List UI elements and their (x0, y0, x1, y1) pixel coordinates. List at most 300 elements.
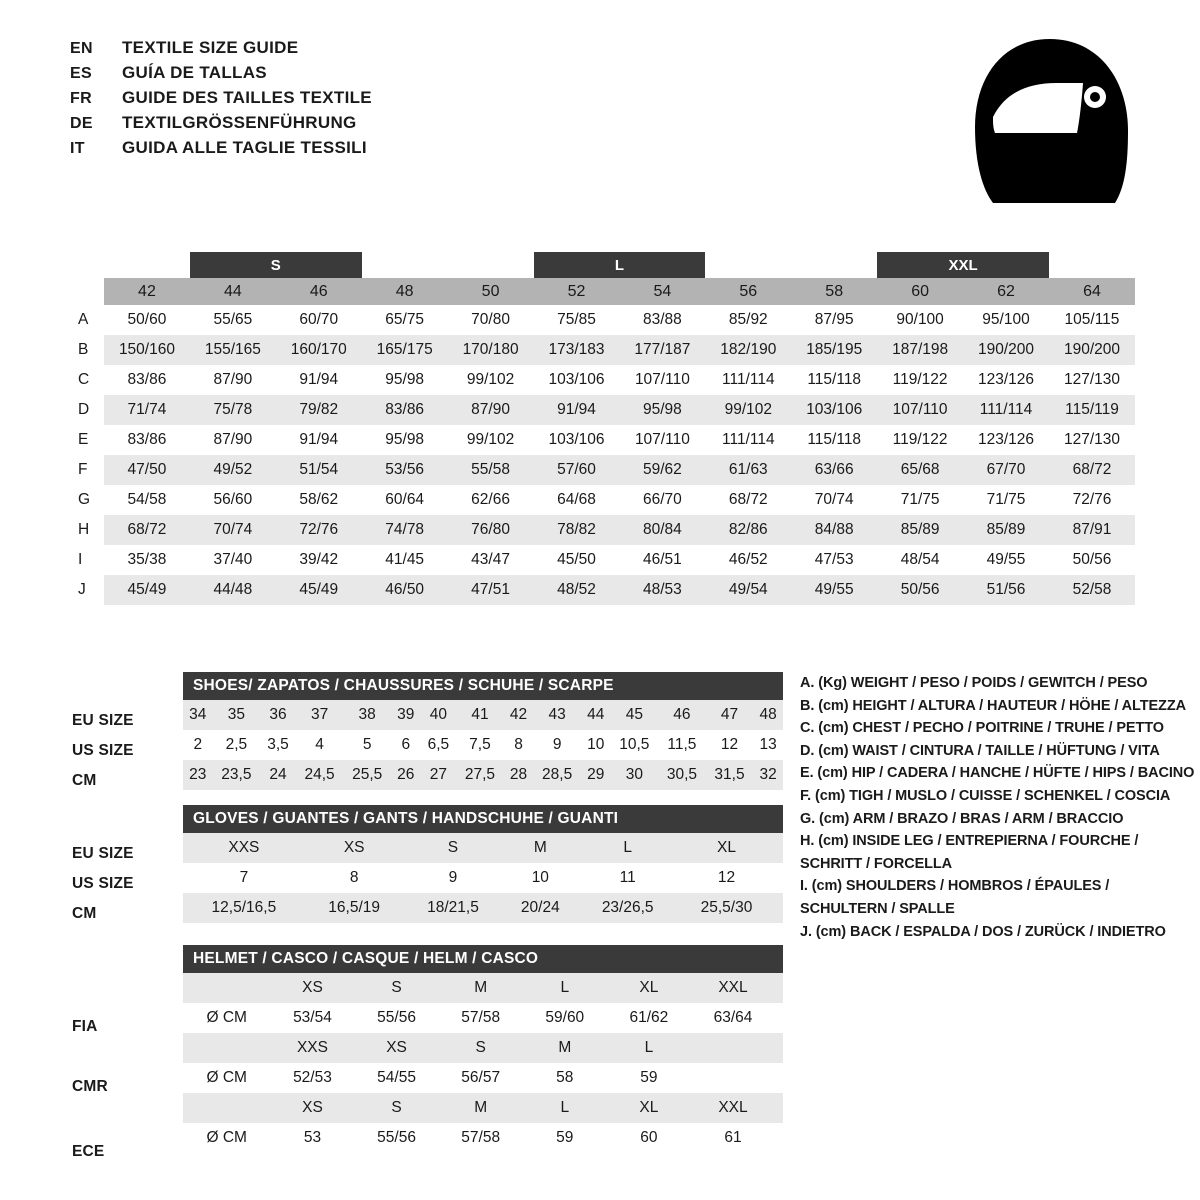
table-cell: 47/53 (791, 545, 877, 575)
table-cell: XL (607, 1093, 691, 1123)
table-cell: 173/183 (534, 335, 620, 365)
legend-line: H. (cm) INSIDE LEG / ENTREPIERNA / FOURCHE / (800, 833, 1139, 850)
table-cell: 53/54 (270, 1003, 354, 1033)
helmet-label-cmr: CMR (72, 1078, 108, 1095)
helmet-table (183, 973, 783, 1153)
table-cell: 87/90 (190, 365, 276, 395)
gloves-label-us: US SIZE (72, 875, 134, 892)
table-cell: 70/80 (448, 305, 534, 335)
size-header-cell: 44 (190, 278, 276, 305)
table-cell: 123/126 (963, 365, 1049, 395)
helmet-fia-sizes-row (183, 973, 783, 1003)
table-cell: 91/94 (534, 395, 620, 425)
title-lang-es: ES (70, 65, 92, 82)
table-cell: 43/47 (448, 545, 534, 575)
size-header-cell: 50 (448, 278, 534, 305)
table-cell: 45 (611, 700, 659, 730)
table-cell: 115/119 (1049, 395, 1135, 425)
table-cell: 44 (581, 700, 611, 730)
table-cell: 71/74 (104, 395, 190, 425)
table-cell: L (578, 833, 677, 863)
table-cell: 190/200 (963, 335, 1049, 365)
table-cell: L (523, 1093, 607, 1123)
table-group-header-row (70, 252, 1135, 278)
helmet-label-fia: FIA (72, 1018, 98, 1035)
table-cell: 80/84 (619, 515, 705, 545)
table-cell: 11,5 (658, 730, 706, 760)
gloves-section (183, 805, 783, 923)
group-header-blank3 (1049, 252, 1135, 278)
size-header-spacer (70, 278, 104, 305)
table-row (70, 575, 1135, 605)
size-header-cell: 46 (276, 278, 362, 305)
table-cell-empty (776, 863, 783, 893)
table-cell: 55/65 (190, 305, 276, 335)
table-cell: L (523, 973, 607, 1003)
gloves-title: GLOVES / GUANTES / GANTS / HANDSCHUHE / GUANTI (183, 805, 783, 833)
table-row (70, 365, 1135, 395)
shoes-row-us (183, 730, 783, 760)
helmet-label-ece: ECE (72, 1143, 105, 1160)
table-cell: 58/62 (276, 485, 362, 515)
helmet-section (183, 945, 783, 1153)
table-cell: 45/49 (276, 575, 362, 605)
table-cell: 91/94 (276, 425, 362, 455)
table-cell: L (607, 1033, 691, 1063)
table-cell: 49/55 (963, 545, 1049, 575)
table-cell: 51/54 (276, 455, 362, 485)
legend-column (800, 672, 1195, 943)
helmet-title: HELMET / CASCO / CASQUE / HELM / CASCO (183, 945, 783, 973)
table-cell: 50/56 (1049, 545, 1135, 575)
title-lang-it: IT (70, 140, 85, 157)
table-cell: 48/53 (619, 575, 705, 605)
table-cell: 23,5 (213, 760, 261, 790)
table-cell: 71/75 (877, 485, 963, 515)
table-cell-empty (775, 1063, 783, 1093)
row-label: F (70, 455, 104, 485)
table-cell: 10 (581, 730, 611, 760)
table-cell-empty (775, 1123, 783, 1153)
main-size-table (70, 252, 1135, 605)
helmet-cmr-values-row (183, 1063, 783, 1093)
table-cell: 67/70 (963, 455, 1049, 485)
group-header-m: M (448, 252, 534, 278)
table-cell: 165/175 (362, 335, 448, 365)
table-cell: 85/92 (705, 305, 791, 335)
table-cell: 9 (404, 863, 503, 893)
table-cell: 111/114 (705, 425, 791, 455)
legend-line: I. (cm) SHOULDERS / HOMBROS / ÉPAULES / (800, 878, 1110, 895)
title-block (70, 38, 372, 163)
table-cell: 3,5 (260, 730, 296, 760)
table-cell: 59 (607, 1063, 691, 1093)
table-cell: 95/98 (362, 425, 448, 455)
table-cell: 95/100 (963, 305, 1049, 335)
title-text-de: TEXTILGRÖSSENFÜHRUNG (122, 113, 357, 132)
row-label: D (70, 395, 104, 425)
table-cell: 46/50 (362, 575, 448, 605)
table-row (70, 485, 1135, 515)
table-cell: XXL (691, 973, 775, 1003)
table-cell: 50/56 (877, 575, 963, 605)
shoes-section (183, 672, 783, 790)
table-cell: 7,5 (456, 730, 504, 760)
table-cell: 27,5 (456, 760, 504, 790)
title-text-es: GUÍA DE TALLAS (122, 63, 267, 82)
table-cell: 10,5 (611, 730, 659, 760)
title-row (70, 63, 372, 88)
group-header-blank (104, 252, 190, 278)
shoes-label-cm: CM (72, 772, 97, 789)
group-header-l: L (534, 252, 706, 278)
table-cell: 46/51 (619, 545, 705, 575)
table-cell: 25,5/30 (677, 893, 776, 923)
table-cell: 41/45 (362, 545, 448, 575)
table-cell: 74/78 (362, 515, 448, 545)
group-header-xxl: XXL (877, 252, 1049, 278)
table-cell: 11 (578, 863, 677, 893)
table-cell: 60 (607, 1123, 691, 1153)
table-cell-empty (775, 1093, 783, 1123)
table-cell-empty (691, 1033, 775, 1063)
table-cell: 31,5 (706, 760, 754, 790)
table-cell: 59/62 (619, 455, 705, 485)
table-cell: 43 (533, 700, 581, 730)
table-cell: 65/75 (362, 305, 448, 335)
table-cell: 48/54 (877, 545, 963, 575)
row-label: A (70, 305, 104, 335)
table-cell: 60/64 (362, 485, 448, 515)
table-cell: 45/49 (104, 575, 190, 605)
table-cell: 12,5/16,5 (183, 893, 305, 923)
title-text-en: TEXTILE SIZE GUIDE (122, 38, 299, 57)
table-cell: 87/91 (1049, 515, 1135, 545)
table-cell: 95/98 (619, 395, 705, 425)
table-row (70, 305, 1135, 335)
table-cell: XS (305, 833, 404, 863)
gloves-label-eu: EU SIZE (72, 845, 134, 862)
table-cell: 34 (183, 700, 213, 730)
table-row (70, 545, 1135, 575)
table-cell: XS (270, 973, 354, 1003)
helmet-fia-values-row (183, 1003, 783, 1033)
table-cell: M (439, 1093, 523, 1123)
group-header-xl: XL (705, 252, 877, 278)
table-cell: 87/90 (190, 425, 276, 455)
table-cell: 24 (260, 760, 296, 790)
table-cell: 115/118 (791, 365, 877, 395)
table-cell: 57/58 (439, 1123, 523, 1153)
table-cell: 55/56 (355, 1123, 439, 1153)
table-cell: 83/86 (104, 425, 190, 455)
size-header-cell: 58 (791, 278, 877, 305)
table-cell-empty (775, 1003, 783, 1033)
helmet-fia-unit: Ø CM (183, 1003, 270, 1033)
table-cell: 16,5/19 (305, 893, 404, 923)
table-cell: 18/21,5 (404, 893, 503, 923)
row-label: H (70, 515, 104, 545)
table-cell: 57/58 (439, 1003, 523, 1033)
legend-line: J. (cm) BACK / ESPALDA / DOS / ZURÜCK / INDIETRO (800, 923, 1166, 940)
table-cell: 61 (691, 1123, 775, 1153)
table-cell: 52/53 (270, 1063, 354, 1093)
table-cell: 30 (611, 760, 659, 790)
table-cell: 103/106 (534, 425, 620, 455)
table-cell: 62/66 (448, 485, 534, 515)
table-cell: M (523, 1033, 607, 1063)
table-cell: S (355, 973, 439, 1003)
table-cell: 2 (183, 730, 213, 760)
table-cell: 99/102 (448, 365, 534, 395)
legend-line: A. (Kg) WEIGHT / PESO / POIDS / GEWITCH / PESO (800, 675, 1148, 691)
table-cell: 48 (753, 700, 783, 730)
table-cell: 27 (421, 760, 457, 790)
title-lang-en: EN (70, 40, 93, 57)
table-cell: 68/72 (1049, 455, 1135, 485)
table-cell: 187/198 (877, 335, 963, 365)
table-cell: 24,5 (296, 760, 344, 790)
shoes-title: SHOES/ ZAPATOS / CHAUSSURES / SCHUHE / SCARPE (183, 672, 783, 700)
table-cell: 76/80 (448, 515, 534, 545)
table-cell: 59 (523, 1123, 607, 1153)
title-row (70, 88, 372, 113)
table-cell: 75/85 (534, 305, 620, 335)
table-cell: 95/98 (362, 365, 448, 395)
table-cell: 79/82 (276, 395, 362, 425)
group-header-spacer (70, 252, 104, 278)
legend-line: B. (cm) HEIGHT / ALTURA / HAUTEUR / HÖHE / ALTEZZA (800, 697, 1186, 714)
table-cell: 53/56 (362, 455, 448, 485)
table-cell: 85/89 (963, 515, 1049, 545)
table-cell: 103/106 (791, 395, 877, 425)
title-row (70, 138, 372, 163)
table-cell: 9 (533, 730, 581, 760)
table-cell: XS (270, 1093, 354, 1123)
table-cell: 26 (391, 760, 421, 790)
table-cell: M (502, 833, 578, 863)
title-row (70, 113, 372, 138)
table-cell: 49/52 (190, 455, 276, 485)
table-cell: 47/50 (104, 455, 190, 485)
helmet-ece-values-row (183, 1123, 783, 1153)
table-cell-empty (776, 893, 783, 923)
table-cell: 107/110 (619, 365, 705, 395)
table-cell: 39 (391, 700, 421, 730)
table-cell: 29 (581, 760, 611, 790)
table-cell: 83/86 (362, 395, 448, 425)
shoes-row-eu (183, 700, 783, 730)
table-cell: 58 (523, 1063, 607, 1093)
table-cell: 65/68 (877, 455, 963, 485)
table-cell: 83/86 (104, 365, 190, 395)
table-cell: 63/64 (691, 1003, 775, 1033)
table-row (70, 335, 1135, 365)
table-cell: 6 (391, 730, 421, 760)
table-cell: 78/82 (534, 515, 620, 545)
table-cell: 107/110 (619, 425, 705, 455)
row-label: J (70, 575, 104, 605)
table-cell: 170/180 (448, 335, 534, 365)
table-cell: 70/74 (190, 515, 276, 545)
table-cell: 2,5 (213, 730, 261, 760)
table-cell: 37/40 (190, 545, 276, 575)
table-cell: 177/187 (619, 335, 705, 365)
table-cell-empty (183, 973, 270, 1003)
gloves-label-cm: CM (72, 905, 97, 922)
table-cell: 37 (296, 700, 344, 730)
table-cell: 60/70 (276, 305, 362, 335)
table-cell: 32 (753, 760, 783, 790)
table-cell: 39/42 (276, 545, 362, 575)
legend-line: F. (cm) TIGH / MUSLO / CUISSE / SCHENKEL / COSCIA (800, 787, 1171, 804)
size-header-cell: 60 (877, 278, 963, 305)
table-cell: 28 (504, 760, 534, 790)
title-lang-fr: FR (70, 90, 92, 107)
table-cell: 185/195 (791, 335, 877, 365)
table-cell: 71/75 (963, 485, 1049, 515)
title-text-fr: GUIDE DES TAILLES TEXTILE (122, 88, 372, 107)
table-cell: 190/200 (1049, 335, 1135, 365)
table-cell: 46/52 (705, 545, 791, 575)
table-cell: 25,5 (343, 760, 391, 790)
table-cell: 83/88 (619, 305, 705, 335)
table-cell: XL (607, 973, 691, 1003)
table-cell: 87/90 (448, 395, 534, 425)
table-cell: M (439, 973, 523, 1003)
table-cell: 182/190 (705, 335, 791, 365)
table-cell: 10 (502, 863, 578, 893)
table-cell: 5 (343, 730, 391, 760)
table-cell: 107/110 (877, 395, 963, 425)
table-cell: 160/170 (276, 335, 362, 365)
table-cell-empty (775, 973, 783, 1003)
table-cell: 45/50 (534, 545, 620, 575)
table-cell: S (439, 1033, 523, 1063)
table-cell: 59/60 (523, 1003, 607, 1033)
gloves-row-eu (183, 833, 783, 863)
table-cell: 70/74 (791, 485, 877, 515)
legend-line: C. (cm) CHEST / PECHO / POITRINE / TRUHE / PETTO (800, 720, 1164, 737)
table-cell: 56/60 (190, 485, 276, 515)
table-cell: 105/115 (1049, 305, 1135, 335)
table-cell: 111/114 (705, 365, 791, 395)
table-row (70, 515, 1135, 545)
table-cell: 53 (270, 1123, 354, 1153)
table-cell: S (355, 1093, 439, 1123)
table-cell: 47 (706, 700, 754, 730)
table-cell: 63/66 (791, 455, 877, 485)
shoes-row-cm (183, 760, 783, 790)
shoes-label-eu: EU SIZE (72, 712, 134, 729)
table-cell: 61/63 (705, 455, 791, 485)
size-header-cell: 56 (705, 278, 791, 305)
table-cell: 64/68 (534, 485, 620, 515)
table-cell: 23 (183, 760, 213, 790)
table-size-header-row (70, 278, 1135, 305)
table-cell-empty (776, 833, 783, 863)
legend-line: G. (cm) ARM / BRAZO / BRAS / ARM / BRACCIO (800, 810, 1124, 827)
table-cell: 8 (305, 863, 404, 893)
table-cell: 49/54 (705, 575, 791, 605)
table-cell: 72/76 (276, 515, 362, 545)
table-cell: 28,5 (533, 760, 581, 790)
table-cell-empty (775, 1033, 783, 1063)
size-header-cell: 64 (1049, 278, 1135, 305)
gloves-table (183, 833, 783, 923)
table-cell: 36 (260, 700, 296, 730)
helmet-ece-sizes-row (183, 1093, 783, 1123)
table-cell: 20/24 (502, 893, 578, 923)
table-cell: 91/94 (276, 365, 362, 395)
table-cell: 55/56 (355, 1003, 439, 1033)
table-cell: 51/56 (963, 575, 1049, 605)
table-cell: 44/48 (190, 575, 276, 605)
table-cell: 40 (421, 700, 457, 730)
table-cell: 85/89 (877, 515, 963, 545)
table-cell: 12 (706, 730, 754, 760)
title-lang-de: DE (70, 115, 93, 132)
table-cell: 48/52 (534, 575, 620, 605)
group-header-s: S (190, 252, 362, 278)
row-label: I (70, 545, 104, 575)
table-row (70, 455, 1135, 485)
row-label: G (70, 485, 104, 515)
table-cell: 12 (677, 863, 776, 893)
table-cell: S (404, 833, 503, 863)
title-row (70, 38, 372, 63)
table-cell: 41 (456, 700, 504, 730)
table-cell: 119/122 (877, 365, 963, 395)
table-cell: 84/88 (791, 515, 877, 545)
helmet-ece-unit: Ø CM (183, 1123, 270, 1153)
table-cell: 30,5 (658, 760, 706, 790)
table-cell: 38 (343, 700, 391, 730)
helmet-icon (965, 35, 1135, 210)
table-cell: 23/26,5 (578, 893, 677, 923)
title-text-it: GUIDA ALLE TAGLIE TESSILI (122, 138, 367, 157)
table-cell: 56/57 (439, 1063, 523, 1093)
size-header-cell: 48 (362, 278, 448, 305)
table-cell: 55/58 (448, 455, 534, 485)
table-cell: 61/62 (607, 1003, 691, 1033)
table-cell: 68/72 (104, 515, 190, 545)
legend-line: D. (cm) WAIST / CINTURA / TAILLE / HÜFTUNG / VITA (800, 742, 1160, 759)
table-cell: 35/38 (104, 545, 190, 575)
table-row (70, 395, 1135, 425)
table-cell-empty (183, 1093, 270, 1123)
table-cell: 119/122 (877, 425, 963, 455)
table-cell: 13 (753, 730, 783, 760)
gloves-row-cm (183, 893, 783, 923)
table-cell: 54/58 (104, 485, 190, 515)
table-cell: XXS (270, 1033, 354, 1063)
helmet-cmr-sizes-row (183, 1033, 783, 1063)
table-cell: 6,5 (421, 730, 457, 760)
table-cell: 4 (296, 730, 344, 760)
legend-line: SCHRITT / FORCELLA (800, 855, 953, 872)
table-cell: 57/60 (534, 455, 620, 485)
size-header-cell: 42 (104, 278, 190, 305)
table-cell: 54/55 (355, 1063, 439, 1093)
table-cell: 7 (183, 863, 305, 893)
size-header-cell: 54 (619, 278, 705, 305)
table-cell: 8 (504, 730, 534, 760)
size-header-cell: 52 (534, 278, 620, 305)
table-cell: 87/95 (791, 305, 877, 335)
table-cell: 99/102 (705, 395, 791, 425)
table-cell-empty (691, 1063, 775, 1093)
